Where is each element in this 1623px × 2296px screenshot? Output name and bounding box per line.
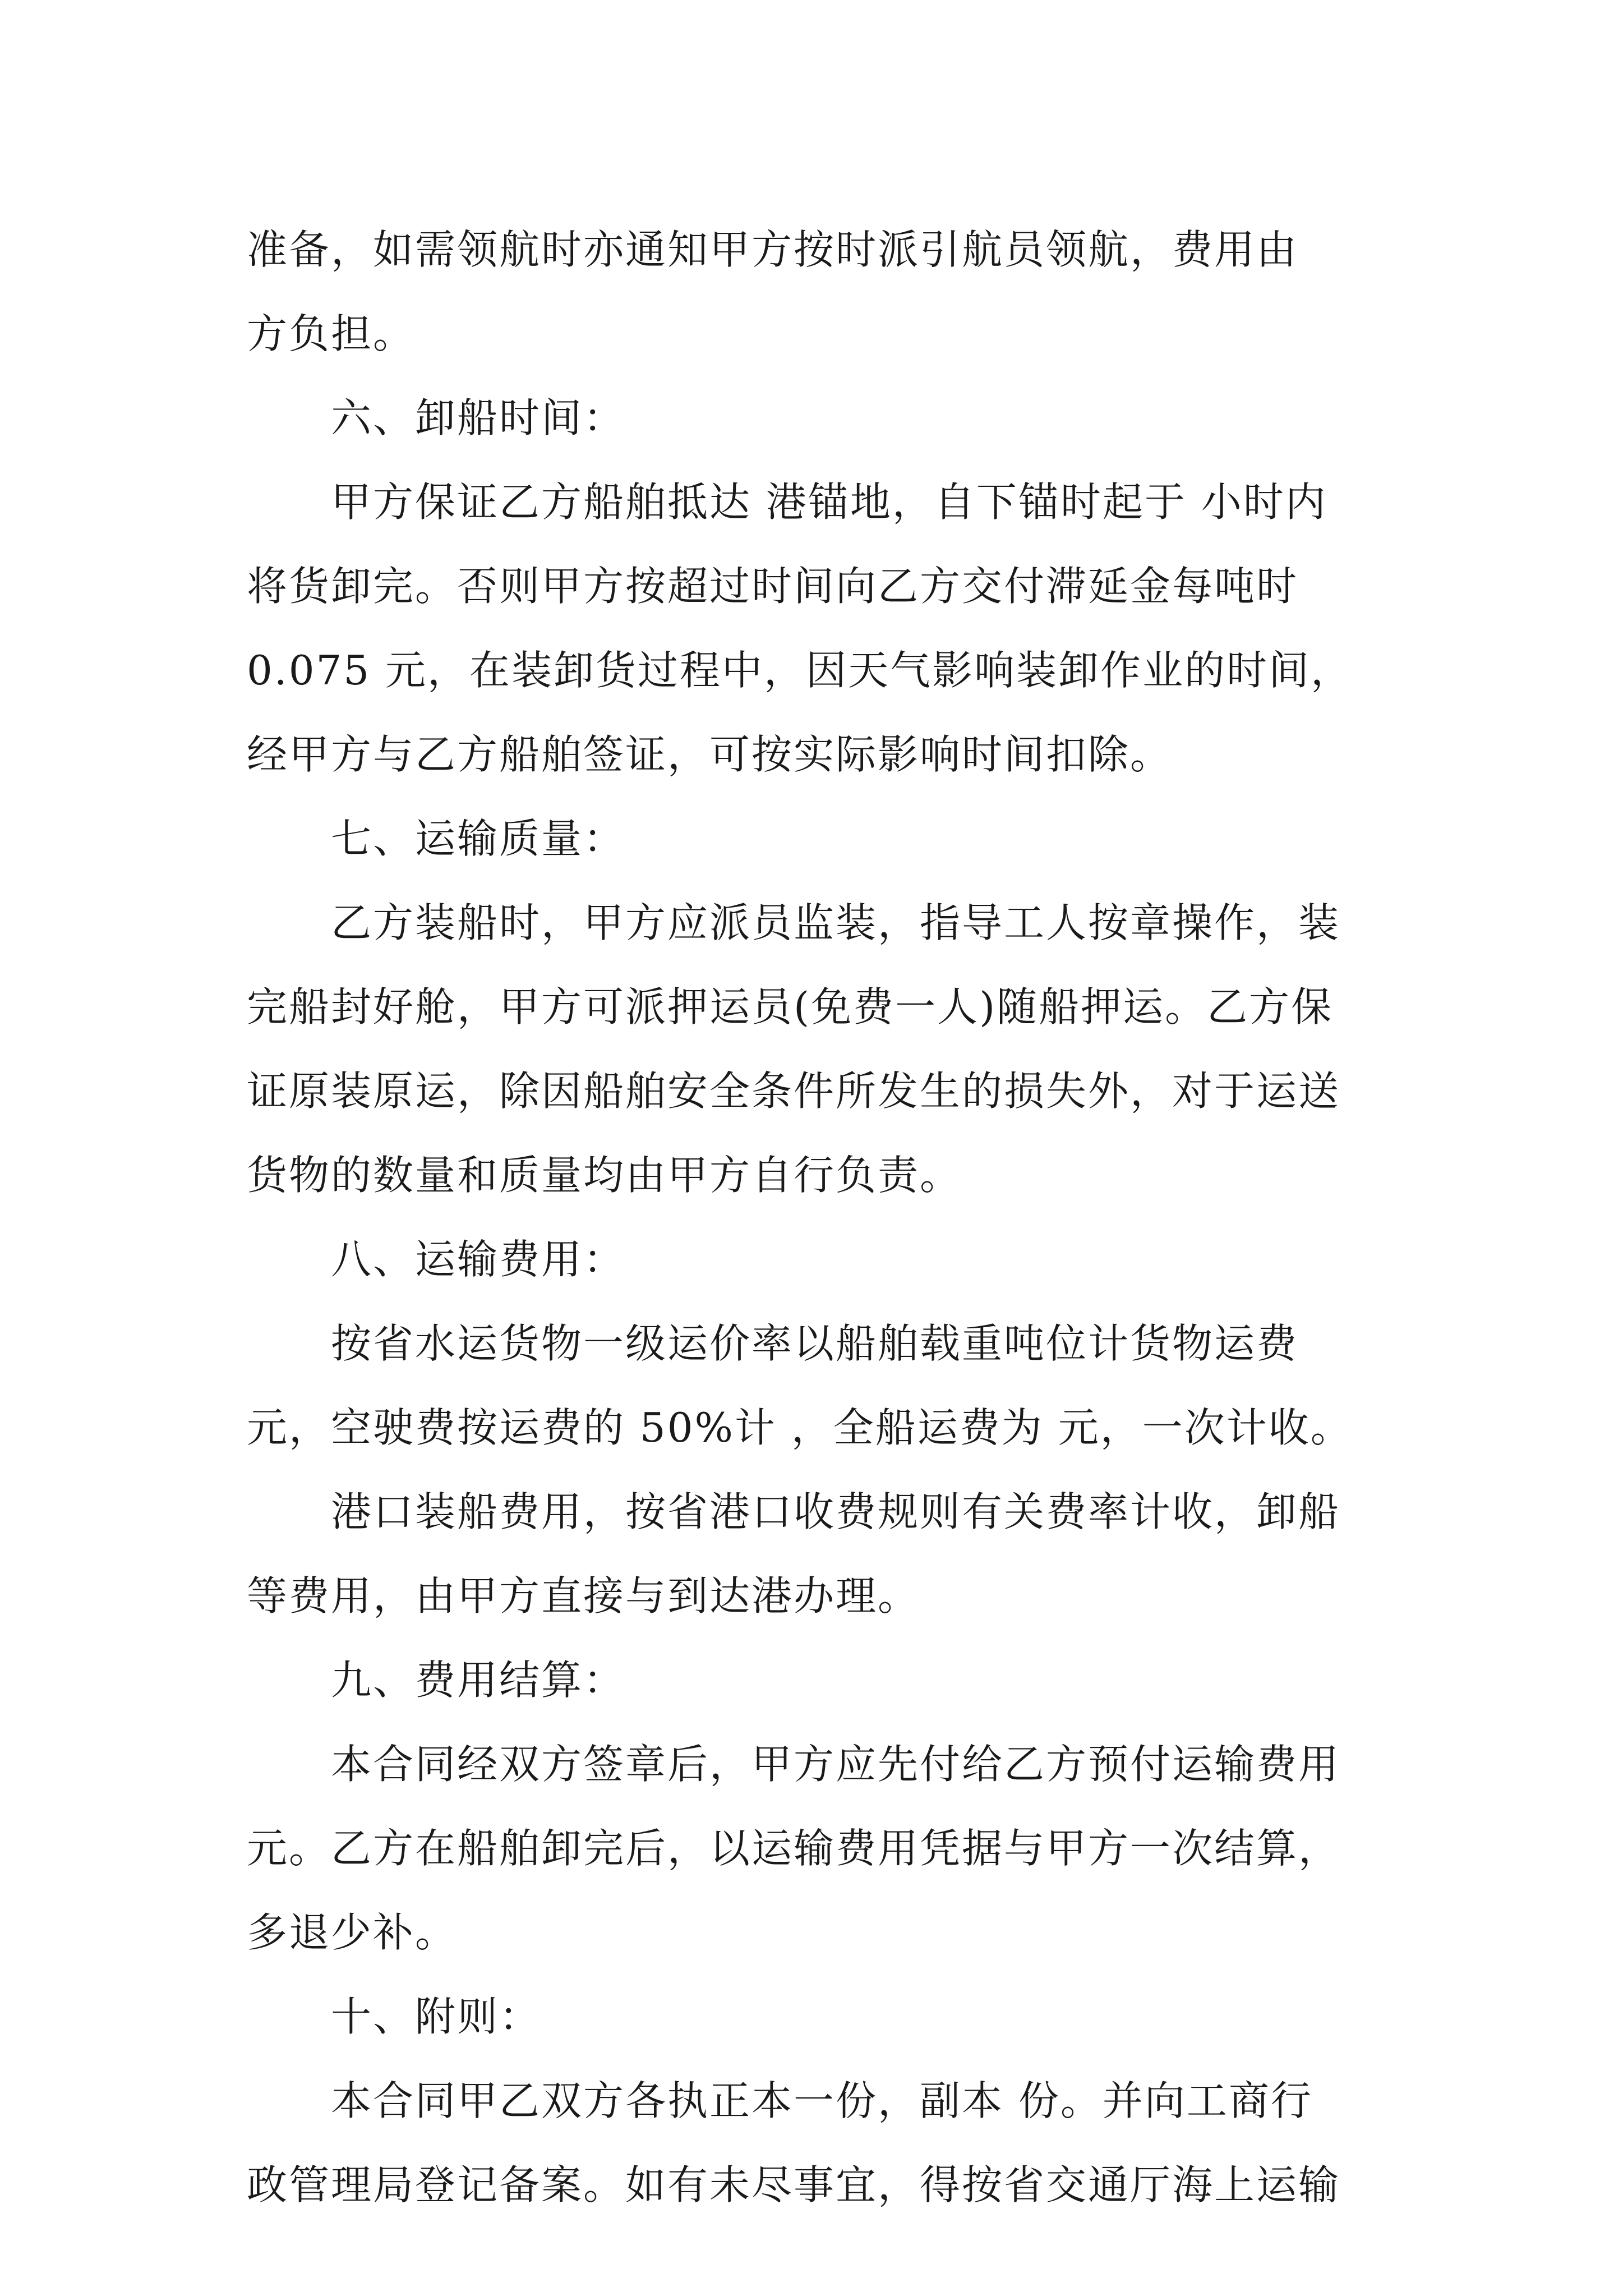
section-heading-6: 六、卸船时间：	[331, 394, 626, 441]
section-heading-9: 九、费用结算：	[331, 1657, 626, 1704]
paragraph-start: 甲方保证乙方船舶抵达 港锚地，自下锚时起于 小时内	[331, 478, 1327, 526]
paragraph-start: 本合同经双方签章后，甲方应先付给乙方预付运输费用	[331, 1741, 1341, 1788]
section-heading-10: 十、附则：	[331, 1993, 542, 2040]
paragraph-start: 本合同甲乙双方各执正本一份，副本 份。并向工商行	[331, 2077, 1313, 2124]
section-heading-8: 八、运输费用：	[331, 1236, 626, 1283]
text-line: 多退少补。	[247, 1909, 458, 1956]
text-line: 经甲方与乙方船舶签证，可按实际影响时间扣除。	[247, 731, 1173, 778]
text-line: 方负担。	[247, 310, 416, 357]
text-line: 证原装原运，除因船舶安全条件所发生的损失外，对于运送	[247, 1068, 1341, 1115]
section-heading-7: 七、运输质量：	[331, 815, 626, 862]
document-body	[247, 208, 1391, 2227]
text-line: 将货卸完。否则甲方按超过时间向乙方交付滞延金每吨时	[247, 563, 1299, 610]
text-line: 0.075 元，在装卸货过程中，因天气影响装卸作业的时间，	[247, 647, 1353, 694]
paragraph-start: 按省水运货物一级运价率以船舶载重吨位计货物运费	[331, 1320, 1299, 1367]
text-line: 元，空驶费按运费的 50%计 ，全船运费为 元，一次计收。	[247, 1404, 1353, 1451]
paragraph-start: 乙方装船时，甲方应派员监装，指导工人按章操作，装	[331, 899, 1341, 946]
text-line: 完船封好舱，甲方可派押运员(免费一人)随船押运。乙方保	[247, 983, 1334, 1030]
text-line: 准备，如需领航时亦通知甲方按时派引航员领航，费用由	[247, 226, 1299, 273]
text-line: 政管理局登记备案。如有未尽事宜，得按省交通厅海上运输	[247, 2161, 1341, 2208]
text-line: 等费用，由甲方直接与到达港办理。	[247, 1572, 920, 1619]
text-line: 元。乙方在船舶卸完后，以运输费用凭据与甲方一次结算，	[247, 1825, 1341, 1872]
text-line: 货物的数量和质量均由甲方自行负责。	[247, 1152, 962, 1199]
paragraph-start: 港口装船费用，按省港口收费规则有关费率计收，卸船	[331, 1488, 1341, 1535]
